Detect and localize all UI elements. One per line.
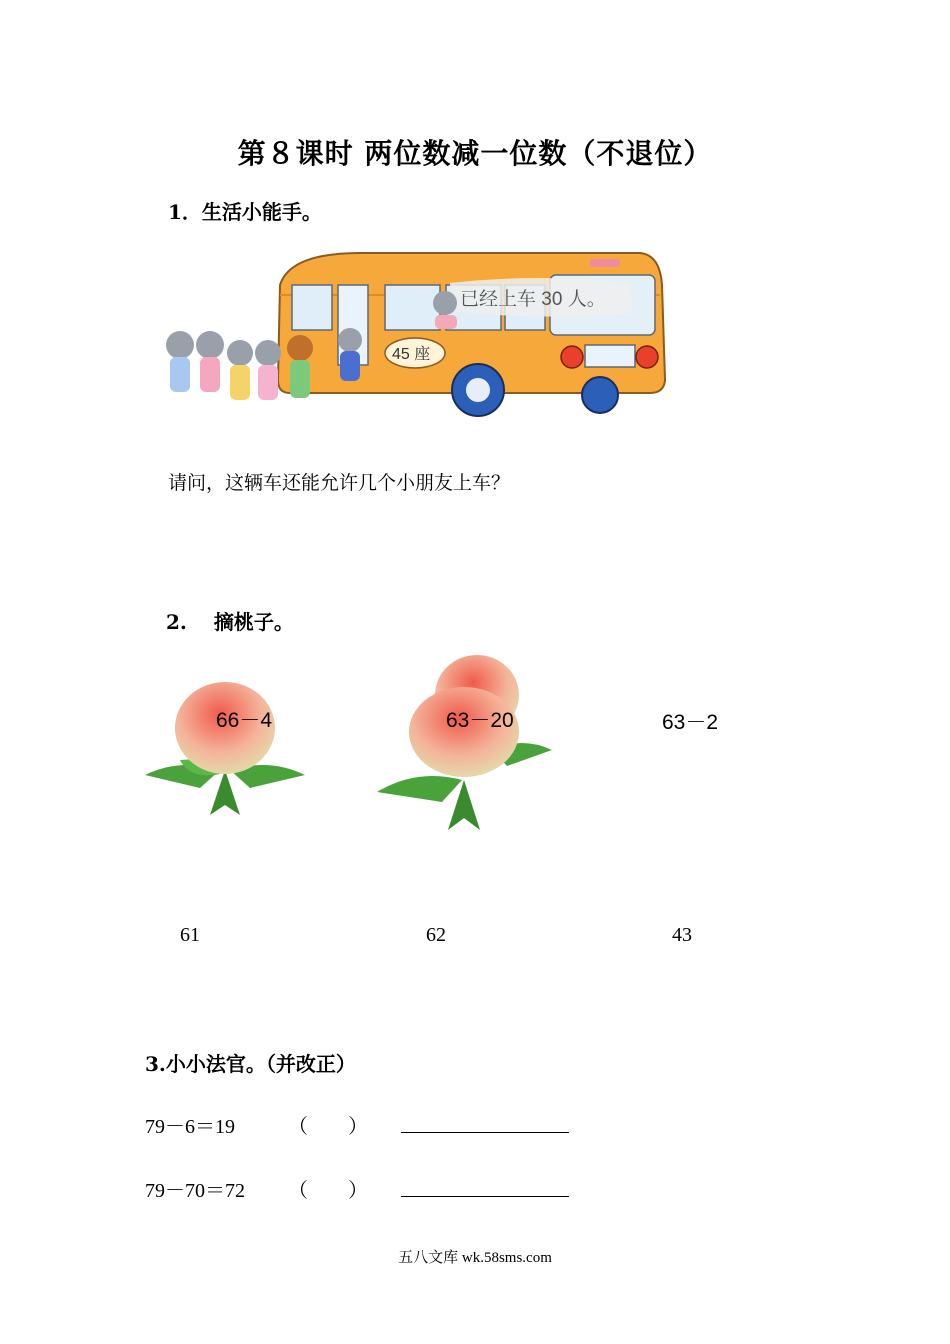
q1-question: 请问，这辆车还能允许几个小朋友上车？ [168, 472, 511, 494]
answer-1: 61 [180, 924, 200, 946]
seat-label: 45 座 [392, 346, 431, 363]
peach-3-expr: 63－2 [662, 711, 719, 734]
peach-1 [140, 670, 310, 820]
bus-sign-text: 已经上车 30 人。 [460, 289, 606, 310]
q3-equation-1: 79－6＝19 [145, 1116, 235, 1138]
q2-heading: 2. 摘桃子。 [166, 610, 294, 634]
q3-paren-1: （ ） [288, 1116, 368, 1138]
answer-2: 62 [426, 924, 446, 946]
q3-paren-2: （ ） [288, 1180, 368, 1202]
peach-2 [372, 650, 557, 835]
peach-1-expr: 66－4 [216, 709, 273, 732]
answer-3: 43 [672, 924, 692, 946]
q3-equation-2: 79－70＝72 [145, 1180, 245, 1202]
peach-2-expr: 63－20 [446, 709, 514, 732]
footer-text: 五八文库 wk.58sms.com [398, 1250, 552, 1266]
q3-answer-line-2[interactable] [401, 1174, 569, 1201]
q1-heading: 1．生活小能手。 [168, 200, 322, 224]
q3-heading: 3.小小法官。（并改正） [145, 1052, 356, 1076]
q3-answer-line-1[interactable] [401, 1110, 569, 1137]
bus-illustration [160, 245, 675, 425]
page-title: 第８课时 两位数减一位数（不退位） [237, 137, 713, 170]
